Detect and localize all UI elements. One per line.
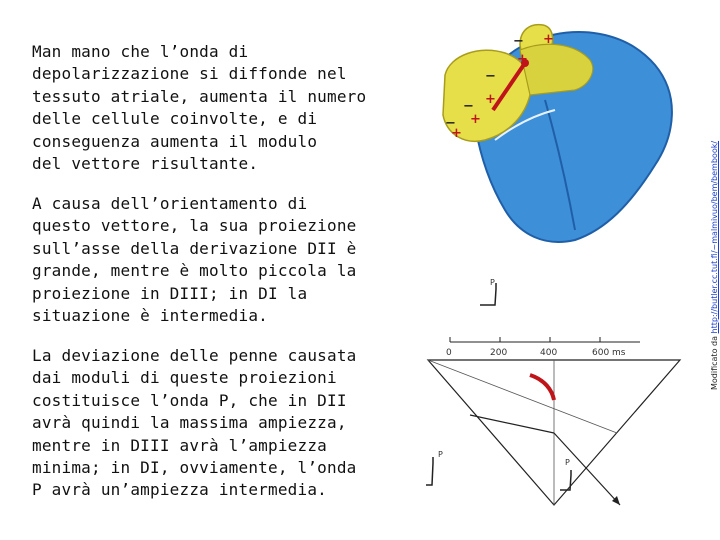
trace-left-label: P — [438, 450, 443, 459]
minus-sign: − — [463, 99, 474, 114]
heart-illustration — [425, 15, 695, 265]
paragraph-atrial-spread: Man mano che l’onda di depolarizzazione si diffonde nel tessuto atriale, aumenta il numero delle cellule coinvolte, e di conseguenza aumenta il modulo del vettore risultante. — [32, 42, 367, 174]
paragraph-p-wave: La deviazione delle penne causata dai moduli di queste proiezioni costituisce l’onda P, che in DII avrà quindi la massima ampiezza, mentre in DIII avrà l’ampiezza minima; in DI, ovviamente, l’onda P avrà un’ampiezza intermedia. — [32, 346, 357, 500]
credit-link[interactable]: http://butler.cc.tut.fi/~malmivuo/bem/bembook/ — [710, 140, 719, 334]
heart-vector-red — [530, 375, 554, 400]
trace-right-label: P — [565, 458, 570, 467]
scale-tick-label: 600 ms — [592, 348, 626, 358]
plus-sign: + — [470, 112, 481, 127]
minus-sign: − — [445, 116, 456, 131]
plus-sign: + — [485, 92, 496, 107]
scale-tick-label: 400 — [540, 348, 558, 358]
credit-prefix: Modificato da — [710, 333, 719, 390]
paragraph-vector-projection: A causa dell’orientamento di questo vettore, la sua proiezione sull’asse della derivazione DII è grande, mentre è molto piccola la proiezione in DIII; in DI la situazione è intermedia. — [32, 194, 357, 326]
plus-sign: + — [543, 32, 554, 47]
plus-sign: + — [451, 126, 462, 141]
minus-sign: − — [485, 69, 496, 84]
image-credit — [710, 90, 719, 390]
scale-tick-label: 0 — [446, 348, 452, 358]
minus-sign: − — [513, 34, 524, 49]
einthoven-triangle-diagram — [410, 275, 700, 525]
plus-sign: + — [517, 52, 528, 67]
scale-tick-label: 200 — [490, 348, 508, 358]
lead-axis — [428, 360, 617, 433]
trace-top-label: P — [490, 278, 495, 287]
trace-left — [426, 457, 433, 485]
vector-projection-diii — [470, 415, 554, 433]
